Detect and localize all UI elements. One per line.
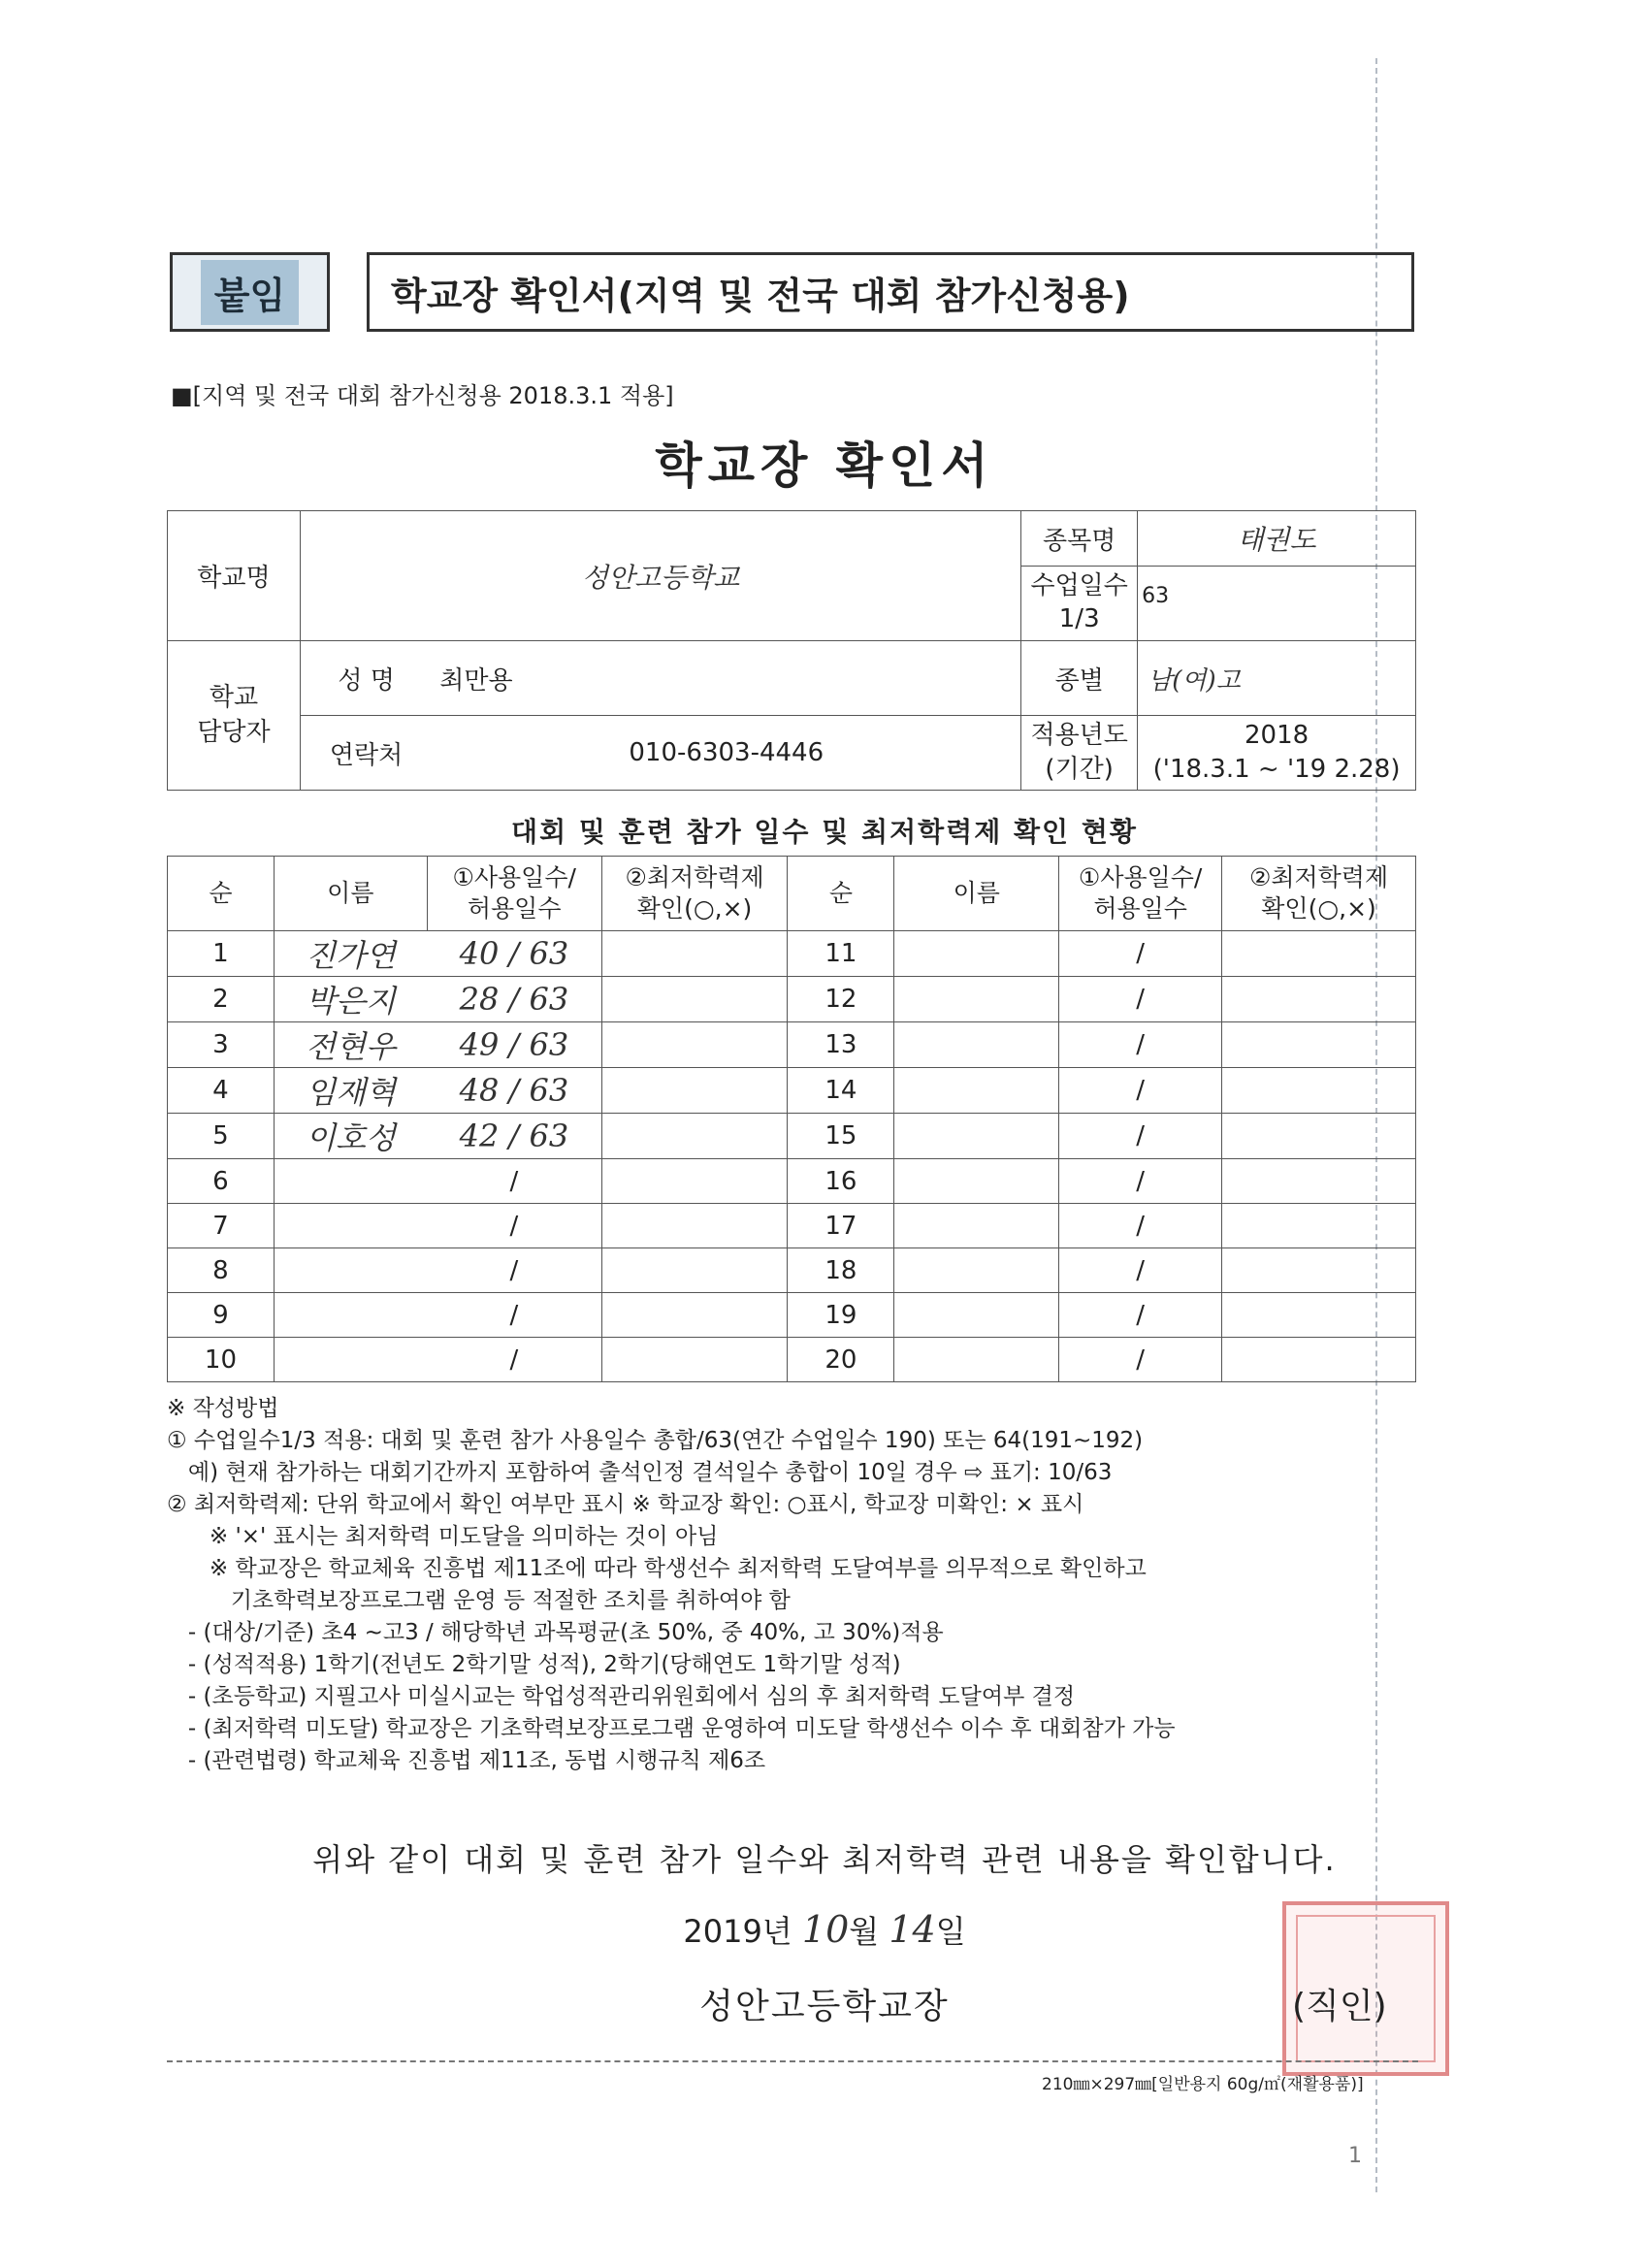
year-value bbox=[1138, 716, 1416, 791]
roster-days: 48 / 63 bbox=[427, 1068, 601, 1114]
header-days bbox=[427, 857, 601, 931]
roster-name bbox=[274, 1293, 427, 1338]
date-month-label: 월 bbox=[849, 1913, 880, 1950]
roster-check bbox=[1222, 1114, 1416, 1159]
roster-check bbox=[601, 1159, 788, 1204]
class-days-label-line1: 수업일수 bbox=[1030, 571, 1128, 601]
roster-name bbox=[894, 1338, 1059, 1382]
header-academic-2-line1: ②최저학력제 bbox=[1248, 862, 1389, 891]
roster-body bbox=[168, 931, 1416, 1382]
roster-days: / bbox=[427, 1338, 601, 1382]
roster-days: / bbox=[1059, 931, 1222, 977]
roster-name bbox=[894, 1159, 1059, 1204]
roster-no: 9 bbox=[168, 1293, 275, 1338]
instruction-line: 예) 현재 참가하는 대회기간까지 포함하여 출석인정 결석일수 총합이 10일 경우 ⇨ 표기: 10/63 bbox=[167, 1460, 1113, 1485]
table-row bbox=[168, 1338, 1416, 1382]
attachment-tag-label: 붙임 bbox=[201, 260, 299, 325]
roster-days: / bbox=[427, 1248, 601, 1293]
class-days-value: 63 bbox=[1138, 567, 1416, 641]
header-days-line1: ①사용일수/ bbox=[452, 862, 576, 891]
applicable-year: 2018 bbox=[1244, 720, 1310, 750]
roster-name bbox=[894, 1204, 1059, 1248]
roster-check bbox=[601, 931, 788, 977]
instruction-line: - (대상/기준) 초4 ~고3 / 해당학년 과목평균(초 50%, 중 40%, 고 30%)적용 bbox=[167, 1620, 944, 1645]
roster-name bbox=[894, 1114, 1059, 1159]
roster-days: / bbox=[1059, 1293, 1222, 1338]
document-title: 학교장 확인서 bbox=[655, 437, 994, 494]
roster-check bbox=[1222, 931, 1416, 977]
roster-name: 박은지 bbox=[274, 977, 427, 1022]
roster-name bbox=[894, 1248, 1059, 1293]
roster-no: 13 bbox=[788, 1022, 894, 1068]
roster-no: 2 bbox=[168, 977, 275, 1022]
header-title: 학교장 확인서(지역 및 전국 대회 참가신청용) bbox=[367, 252, 1414, 332]
roster-days: / bbox=[1059, 1248, 1222, 1293]
roster-name bbox=[274, 1338, 427, 1382]
roster-days: 40 / 63 bbox=[427, 931, 601, 977]
table-row bbox=[168, 1248, 1416, 1293]
roster-name bbox=[894, 1022, 1059, 1068]
table-row bbox=[168, 931, 1416, 977]
roster-section-title: 대회 및 훈련 참가 일수 및 최저학력제 확인 현황 bbox=[511, 816, 1138, 848]
roster-check bbox=[1222, 1248, 1416, 1293]
roster-no: 6 bbox=[168, 1159, 275, 1204]
header-name-2: 이름 bbox=[894, 857, 1059, 931]
year-label-line1: 적용년도 bbox=[1030, 720, 1128, 750]
instruction-line: 기초학력보장프로그램 운영 등 적절한 조치를 취하여야 함 bbox=[167, 1588, 791, 1613]
paper-spec: 210㎜×297㎜[일반용지 60g/㎡(재활용품)] bbox=[1042, 2075, 1364, 2094]
instruction-line: ※ 학교장은 학교체육 진흥법 제11조에 따라 학생선수 최저학력 도달여부를 의무적으로 확인하고 bbox=[167, 1556, 1147, 1581]
year-label bbox=[1021, 716, 1138, 791]
roster-no: 3 bbox=[168, 1022, 275, 1068]
roster-check bbox=[601, 1248, 788, 1293]
roster-check bbox=[1222, 1293, 1416, 1338]
contact-person-label-line2: 담당자 bbox=[197, 717, 271, 747]
applicability-note: ■[지역 및 전국 대회 참가신청용 2018.3.1 적용] bbox=[171, 382, 674, 409]
header-academic-line1: ②최저학력제 bbox=[625, 862, 764, 891]
table-row bbox=[168, 1068, 1416, 1114]
roster-days: / bbox=[427, 1293, 601, 1338]
table-row bbox=[168, 1159, 1416, 1204]
date-month: 10 bbox=[801, 1908, 850, 1951]
roster-name: 이호성 bbox=[274, 1114, 427, 1159]
roster-check bbox=[601, 1068, 788, 1114]
header-no-2: 순 bbox=[788, 857, 894, 931]
roster-no: 12 bbox=[788, 977, 894, 1022]
roster-days: / bbox=[1059, 1114, 1222, 1159]
name-value: 최만용 bbox=[432, 641, 1020, 716]
header-academic-2 bbox=[1222, 857, 1416, 931]
phone-label: 연락처 bbox=[300, 716, 432, 791]
school-info-table bbox=[167, 510, 1416, 791]
sport-label: 종목명 bbox=[1021, 511, 1138, 567]
roster-no: 1 bbox=[168, 931, 275, 977]
roster-days: 42 / 63 bbox=[427, 1114, 601, 1159]
school-name-value: 성안고등학교 bbox=[300, 511, 1020, 641]
roster-days: / bbox=[427, 1204, 601, 1248]
school-name-label: 학교명 bbox=[168, 511, 301, 641]
instruction-line: ※ '×' 표시는 최저학력 미도달을 의미하는 것이 아님 bbox=[167, 1524, 719, 1549]
class-days-label-line2: 1/3 bbox=[1058, 604, 1100, 633]
roster-check bbox=[1222, 1022, 1416, 1068]
header-academic-2-line2: 확인(○,×) bbox=[1261, 894, 1376, 923]
roster-days: / bbox=[427, 1159, 601, 1204]
roster-name: 전현우 bbox=[274, 1022, 427, 1068]
roster-days: / bbox=[1059, 1068, 1222, 1114]
roster-check bbox=[1222, 1204, 1416, 1248]
sport-value: 태권도 bbox=[1138, 511, 1416, 567]
attachment-tag bbox=[170, 252, 330, 332]
contact-person-label-line1: 학교 bbox=[209, 683, 259, 713]
class-days-label bbox=[1021, 567, 1138, 641]
table-row bbox=[168, 977, 1416, 1022]
seal-note: (직인) bbox=[1292, 1987, 1387, 2026]
roster-name bbox=[274, 1159, 427, 1204]
instruction-line: ① 수업일수1/3 적용: 대회 및 훈련 참가 사용일수 총합/63(연간 수업일수 190) 또는 64(191~192) bbox=[167, 1428, 1144, 1453]
roster-check bbox=[601, 1204, 788, 1248]
roster-no: 15 bbox=[788, 1114, 894, 1159]
roster-header-row bbox=[168, 857, 1416, 931]
roster-name: 진가연 bbox=[274, 931, 427, 977]
applicable-period: ('18.3.1 ~ '19 2.28) bbox=[1152, 755, 1401, 784]
header-academic bbox=[601, 857, 788, 931]
roster-days: / bbox=[1059, 977, 1222, 1022]
roster-no: 10 bbox=[168, 1338, 275, 1382]
roster-check bbox=[1222, 1338, 1416, 1382]
roster-check bbox=[1222, 1068, 1416, 1114]
roster-days: 49 / 63 bbox=[427, 1022, 601, 1068]
header-days-line2: 허용일수 bbox=[467, 894, 562, 923]
roster-no: 17 bbox=[788, 1204, 894, 1248]
confirmation-statement: 위와 같이 대회 및 훈련 참가 일수와 최저학력 관련 내용을 확인합니다. bbox=[312, 1841, 1337, 1878]
roster-name bbox=[894, 1068, 1059, 1114]
roster-name: 임재혁 bbox=[274, 1068, 427, 1114]
roster-no: 20 bbox=[788, 1338, 894, 1382]
header-days-2-line2: 허용일수 bbox=[1093, 894, 1187, 923]
gender-label: 종별 bbox=[1021, 641, 1138, 716]
signer-title: 성안고등학교장 bbox=[699, 1987, 950, 2026]
roster-check bbox=[601, 1338, 788, 1382]
instruction-line: - (성적적용) 1학기(전년도 2학기말 성적), 2학기(당해연도 1학기말 성적) bbox=[167, 1652, 901, 1677]
participation-roster-table bbox=[167, 856, 1416, 1382]
roster-name bbox=[894, 1293, 1059, 1338]
instruction-line: ② 최저학력제: 단위 학교에서 확인 여부만 표시 ※ 학교장 확인: ○표시, 학교장 미확인: × 표시 bbox=[167, 1492, 1084, 1517]
instruction-line: - (초등학교) 지필고사 미실시교는 학업성적관리위원회에서 심의 후 최저학력 도달여부 결정 bbox=[167, 1684, 1076, 1709]
roster-name bbox=[894, 931, 1059, 977]
header-no: 순 bbox=[168, 857, 275, 931]
roster-name bbox=[894, 977, 1059, 1022]
roster-days: / bbox=[1059, 1338, 1222, 1382]
roster-check bbox=[601, 1022, 788, 1068]
instruction-line: - (최저학력 미도달) 학교장은 기초학력보장프로그램 운영하여 미도달 학생선수 이수 후 대회참가 가능 bbox=[167, 1716, 1176, 1741]
roster-days: 28 / 63 bbox=[427, 977, 601, 1022]
date-day: 14 bbox=[889, 1908, 936, 1951]
date-year: 2019년 bbox=[683, 1913, 792, 1950]
bottom-divider bbox=[167, 2060, 1418, 2062]
table-row bbox=[168, 1204, 1416, 1248]
roster-check bbox=[601, 1293, 788, 1338]
roster-no: 14 bbox=[788, 1068, 894, 1114]
phone-value: 010-6303-4446 bbox=[432, 716, 1020, 791]
roster-no: 4 bbox=[168, 1068, 275, 1114]
roster-no: 19 bbox=[788, 1293, 894, 1338]
table-row bbox=[168, 1022, 1416, 1068]
date-day-label: 일 bbox=[935, 1913, 966, 1950]
page-number: 1 bbox=[1348, 2144, 1362, 2168]
gender-value: 남(여)고 bbox=[1138, 641, 1416, 716]
roster-check bbox=[1222, 1159, 1416, 1204]
roster-no: 11 bbox=[788, 931, 894, 977]
roster-no: 8 bbox=[168, 1248, 275, 1293]
roster-no: 5 bbox=[168, 1114, 275, 1159]
roster-check bbox=[601, 1114, 788, 1159]
writing-instructions bbox=[167, 1393, 1428, 1777]
contact-person-label bbox=[168, 641, 301, 791]
instruction-line: - (관련법령) 학교체육 진흥법 제11조, 동법 시행규칙 제6조 bbox=[167, 1748, 766, 1773]
table-row bbox=[168, 1114, 1416, 1159]
name-label: 성 명 bbox=[300, 641, 432, 716]
roster-days: / bbox=[1059, 1204, 1222, 1248]
year-label-line2: (기간) bbox=[1045, 755, 1114, 784]
roster-no: 16 bbox=[788, 1159, 894, 1204]
header-academic-line2: 확인(○,×) bbox=[636, 894, 753, 923]
roster-check bbox=[1222, 977, 1416, 1022]
instruction-line: ※ 작성방법 bbox=[167, 1396, 279, 1421]
roster-name bbox=[274, 1204, 427, 1248]
header-name: 이름 bbox=[274, 857, 427, 931]
header-days-2-line1: ①사용일수/ bbox=[1078, 862, 1203, 891]
roster-days: / bbox=[1059, 1022, 1222, 1068]
header-days-2 bbox=[1059, 857, 1222, 931]
roster-days: / bbox=[1059, 1159, 1222, 1204]
roster-no: 18 bbox=[788, 1248, 894, 1293]
roster-name bbox=[274, 1248, 427, 1293]
roster-no: 7 bbox=[168, 1204, 275, 1248]
table-row bbox=[168, 1293, 1416, 1338]
roster-check bbox=[601, 977, 788, 1022]
